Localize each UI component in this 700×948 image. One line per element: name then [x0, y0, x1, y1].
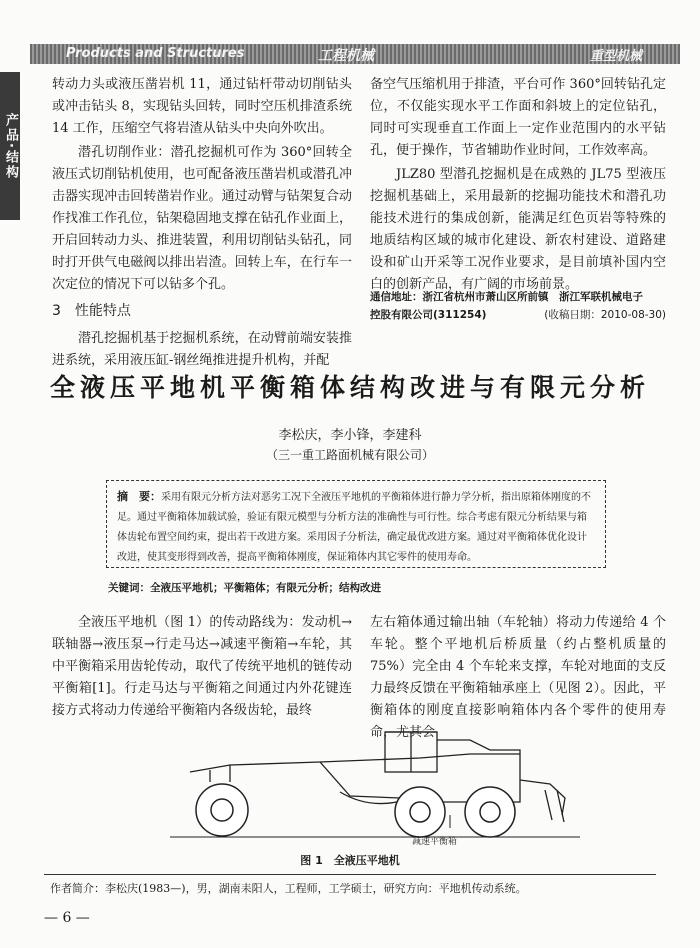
contact-line-2: 控股有限公司(311254) [370, 309, 487, 321]
footer-rule [44, 874, 656, 875]
keywords-text: 全液压平地机；平衡箱体；有限元分析；结构改进 [150, 582, 381, 594]
abstract-box [106, 480, 606, 568]
body-left-para: 全液压平地机（图 1）的传动路线为：发动机→联轴器→液压泵→行走马达→减速平衡箱→车轮，其中平衡箱采用齿轮传动，取代了传统平地机的链传动平衡箱[1]。行走马达与平衡箱之间通过内外花键连接方式将动力传递给平衡箱内各级齿轮，最终 [52, 615, 352, 718]
article-title: 全液压平地机平衡箱体结构改进与有限元分析 [49, 373, 650, 402]
contact-line-1: 通信地址：浙江省杭州市萧山区所前镇 浙江军联机械电子 [370, 291, 643, 303]
received-date: (收稿日期：2010-08-30) [544, 309, 666, 321]
motor-grader-figure [170, 710, 590, 845]
header-left-title: Products and Structures [66, 46, 245, 61]
prev-left-para-3: 潜孔挖掘机基于挖掘机系统，在动臂前端安装推进系统，采用液压缸-钢丝绳推进提升机构，并配 [52, 331, 352, 368]
article-affiliation: （三一重工路面机械有限公司） [265, 448, 434, 462]
prev-right-para-1: 备空气压缩机用于排渣，平台可作 360°回转钻孔定位，不仅能实现水平工作面和斜坡上的定位钻孔，同时可实现垂直工作面上一定作业范围内的水平钻孔，便于操作，节省辅助作业时间，工作效率高。 [370, 77, 666, 158]
body-left-column [52, 612, 352, 722]
header-center-title: 工程机械 [318, 48, 374, 64]
keywords [108, 580, 381, 595]
side-tab: 产品·结构 [0, 72, 20, 220]
prev-right-para-2: JLZ80 型潜孔挖掘机是在成熟的 JL75 型液压挖掘机基础上，采用最新的挖掘功能技术和潜孔功能技术进行的集成创新，能满足红色页岩等特殊的地质结构区域的城市化建设、新农村建设、道路建设和矿山开采等工况作业要求，是目前填补国内空白的创新产品，有广阔的市场前景。 [370, 167, 666, 292]
prev-right-column [370, 74, 666, 296]
figure-label: 减速平衡箱 [412, 837, 458, 845]
keywords-label: 关键词： [108, 582, 150, 594]
body-right-para: 左右箱体通过输出轴（车轮轴）将动力传递给 4 个车轮。整个平地机后桥质量（约占整机质量的 75%）完全由 4 个车轮来支撑，车轮对地面的支反力最终反馈在平衡箱轴承座上（见图 2）。因此，平衡箱体的刚度直接影响箱体内各个零件的使用寿命，尤其会 [370, 615, 666, 740]
contact-block [370, 288, 666, 324]
prev-left-para-2: 潜孔切削作业：潜孔挖掘机可作为 360°回转全液压式切削钻机使用，也可配备液压凿岩机或潜孔冲击器实现冲击回转凿岩作业。通过动臂与钻架复合动作找准工作孔位，钻架稳固地支撑在钻孔作业面上，开启回转动力头、推进装置，利用切削钻头钻孔，同时打开供气电磁阀以排出岩渣。回转上车，在行车一次定位的情况下可以钻多个孔。 [52, 145, 352, 292]
section-heading: 3 性能特点 [52, 303, 131, 319]
abstract-text: 采用有限元分析方法对恶劣工况下全液压平地机的平衡箱体进行静力学分析，指出原箱体刚度的不足。通过平衡箱体加载试验，验证有限元模型与分析方法的准确性与可行性。综合考虑有限元分析结果与箱体齿轮布置空间约束，提出若干改进方案。采用因子分析法，确定最优改进方案。通过对平衡箱体优化设计改进，使其变形得到改善，提高平衡箱体刚度，保证箱体内其它零件的使用寿命。 [117, 492, 591, 563]
article-authors: 李松庆，李小锋，李建科 [278, 428, 422, 443]
author-note: 作者简介：李松庆(1983—)，男，湖南耒阳人，工程师，工学硕士，研究方向：平地机传动系统。 [50, 882, 527, 895]
page-number: — 6 — [44, 910, 90, 926]
abstract-label: 摘 要： [117, 490, 161, 503]
prev-left-column [52, 74, 352, 372]
header-right-title: 重型机械 [590, 49, 643, 64]
grader-frame-line [190, 754, 520, 772]
blade-linkage [320, 762, 400, 798]
figure-caption: 图 1 全液压平地机 [300, 854, 400, 867]
prev-left-para-1: 转动力头或液压凿岩机 11，通过钻杆带动切削钻头或冲击钻头 8，实现钻头回转，同时空压机排渣系统 14 工作，压缩空气将岩渣从钻头中央向外吹出。 [52, 77, 352, 136]
